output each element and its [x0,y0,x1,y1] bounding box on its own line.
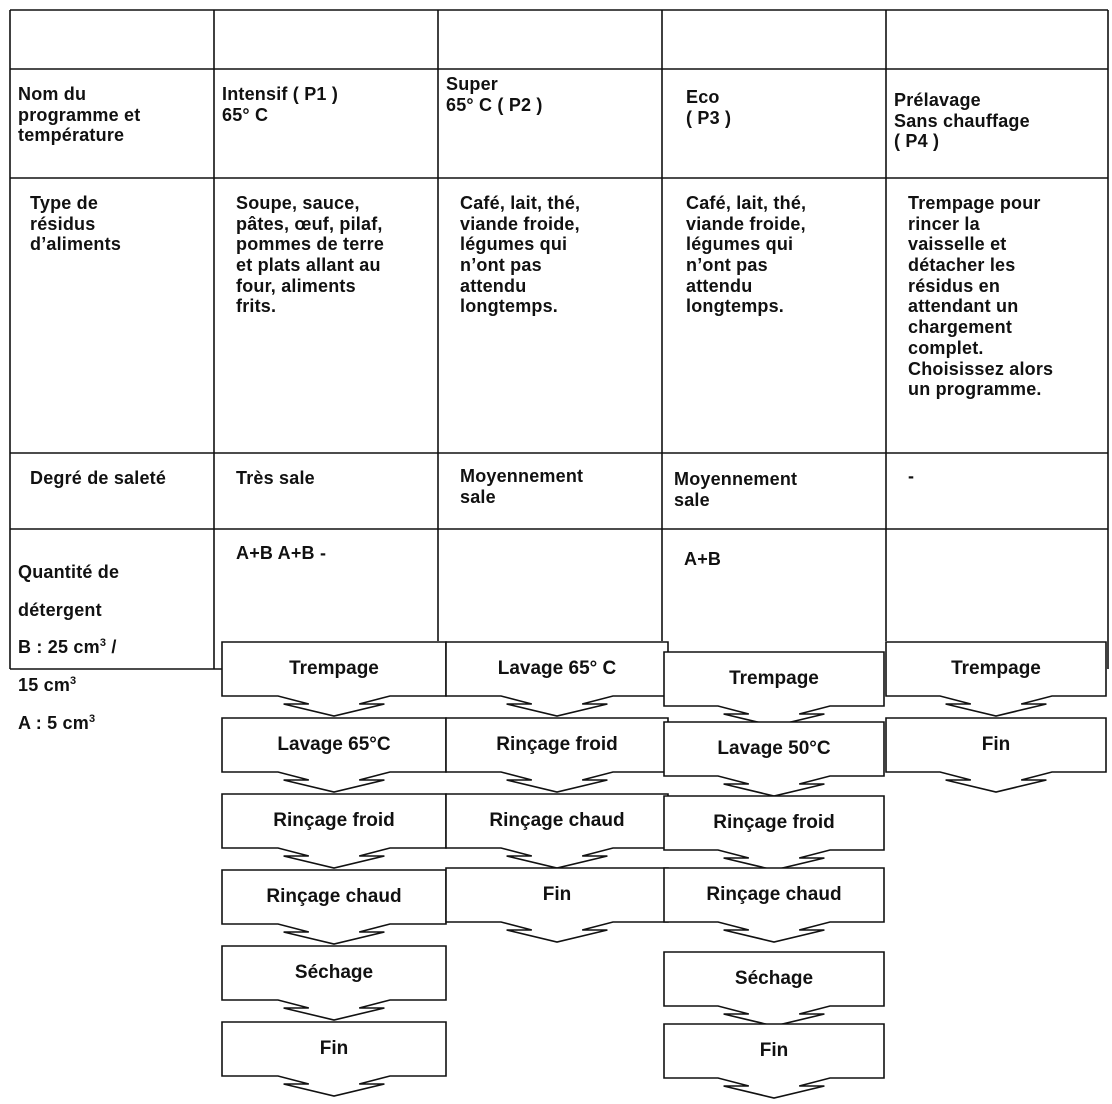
flow-p1-step-box [222,794,446,868]
flow-p4-step-label: Fin [981,734,1011,755]
row-header-program: Nom du programme et température [18,84,141,146]
flow-p2-step-label: Rinçage froid [496,734,618,755]
flow-p3-step-box [664,722,884,796]
flow-p2-step-label: Fin [542,884,572,905]
soil-p4: - [908,466,915,486]
flow-p2-step-3 [446,794,668,868]
detergent-p1: A+B A+B - [236,543,327,563]
soil-p3: Moyennement sale [674,469,798,510]
flow-p1-step-1 [222,642,446,716]
flow-p3-step-label: Rinçage chaud [706,884,842,905]
flow-p2-step-label: Lavage 65° C [497,658,617,679]
flow-p1-step-5 [222,946,446,1020]
flow-p3-step-label: Séchage [734,968,814,989]
flow-p2-step-4 [446,868,668,942]
flow-p3-step-label: Lavage 50°C [717,738,831,759]
row-header-soil: Degré de saleté [30,468,167,488]
flow-p1-step-2 [222,718,446,792]
program-name-p3: Eco ( P3 ) [686,87,732,128]
flow-p1-step-label: Fin [319,1038,349,1059]
detergent-line-4: 15 $cm^3$ [18,675,77,696]
flow-p2-step-2 [446,718,668,792]
flow-p3-step-box [664,796,884,870]
detergent-line-2: détergent [18,599,102,620]
flow-p2-step-label: Rinçage chaud [489,810,625,831]
flow-p3-step-label: Trempage [729,668,819,689]
program-name-p4: Prélavage Sans chauffage ( P4 ) [894,90,1030,152]
program-name-p2: Super 65° C ( P2 ) [446,74,543,115]
residue-p4: Trempage pour rincer la vaisselle et détacher les résidus en attendant un chargement complet. Choisissez alors un programme. [908,193,1054,400]
residue-p3: Café, lait, thé, viande froide, légumes qui n’ont pas attendu longtemps. [686,193,807,317]
flow-p1-step-4 [222,870,446,944]
flow-p3-step-4 [664,868,884,942]
flow-p3-step-box [664,952,884,1026]
flow-p3-step-box [664,652,884,726]
flow-p1-step-label: Séchage [294,962,374,983]
flow-p4-step-2 [886,718,1106,792]
flow-p1-step-box [222,946,446,1020]
flow-p3-step-3 [664,796,884,870]
flow-p3-step-label: Fin [759,1040,789,1061]
flow-p3-step-label: Rinçage froid [713,812,835,833]
residue-p2: Café, lait, thé, viande froide, légumes qui n’ont pas attendu longtemps. [460,193,581,317]
detergent-line-5: A : 5 $cm^3$ [18,713,96,734]
flow-p4-step-1 [886,642,1106,716]
flow-p4-step-label: Trempage [951,658,1041,679]
flow-p2-step-box [446,868,668,942]
soil-p1: Très sale [236,468,315,488]
flow-p1-step-label: Rinçage froid [273,810,395,831]
program-name-p1: Intensif ( P1 ) 65° C [222,84,339,125]
soil-p2: Moyennement sale [460,466,584,507]
row-header-residue: Type de résidus d’aliments [30,193,122,255]
flow-p4-step-box [886,718,1106,792]
detergent-line-3: B : 25 $cm^3$ / [18,637,117,658]
flow-p3-step-1 [664,652,884,726]
flow-p1-step-label: Rinçage chaud [266,886,402,907]
detergent-p3: A+B [684,549,722,569]
flow-p1-step-6 [222,1022,446,1096]
flow-p3-step-2 [664,722,884,796]
flow-p3-step-6 [664,1024,884,1098]
flow-p3-step-5 [664,952,884,1026]
flow-p1-step-label: Trempage [289,658,379,679]
flow-p1-step-box [222,870,446,944]
flow-p3-step-box [664,868,884,942]
flow-p1-step-box [222,718,446,792]
flow-p1-step-box [222,1022,446,1096]
flow-p1-step-box [222,642,446,716]
flow-p1-step-label: Lavage 65°C [277,734,391,755]
flow-p2-step-box [446,718,668,792]
flow-p2-step-box [446,794,668,868]
flow-p2-step-box [446,642,668,716]
flow-p1-step-3 [222,794,446,868]
detergent-line-1: Quantité de [18,561,120,582]
flow-p3-step-box [664,1024,884,1098]
flow-p2-step-1 [446,642,668,716]
residue-p1: Soupe, sauce, pâtes, œuf, pilaf, pommes de terre et plats allant au four, aliments frits. [236,193,385,317]
flow-p4-step-box [886,642,1106,716]
